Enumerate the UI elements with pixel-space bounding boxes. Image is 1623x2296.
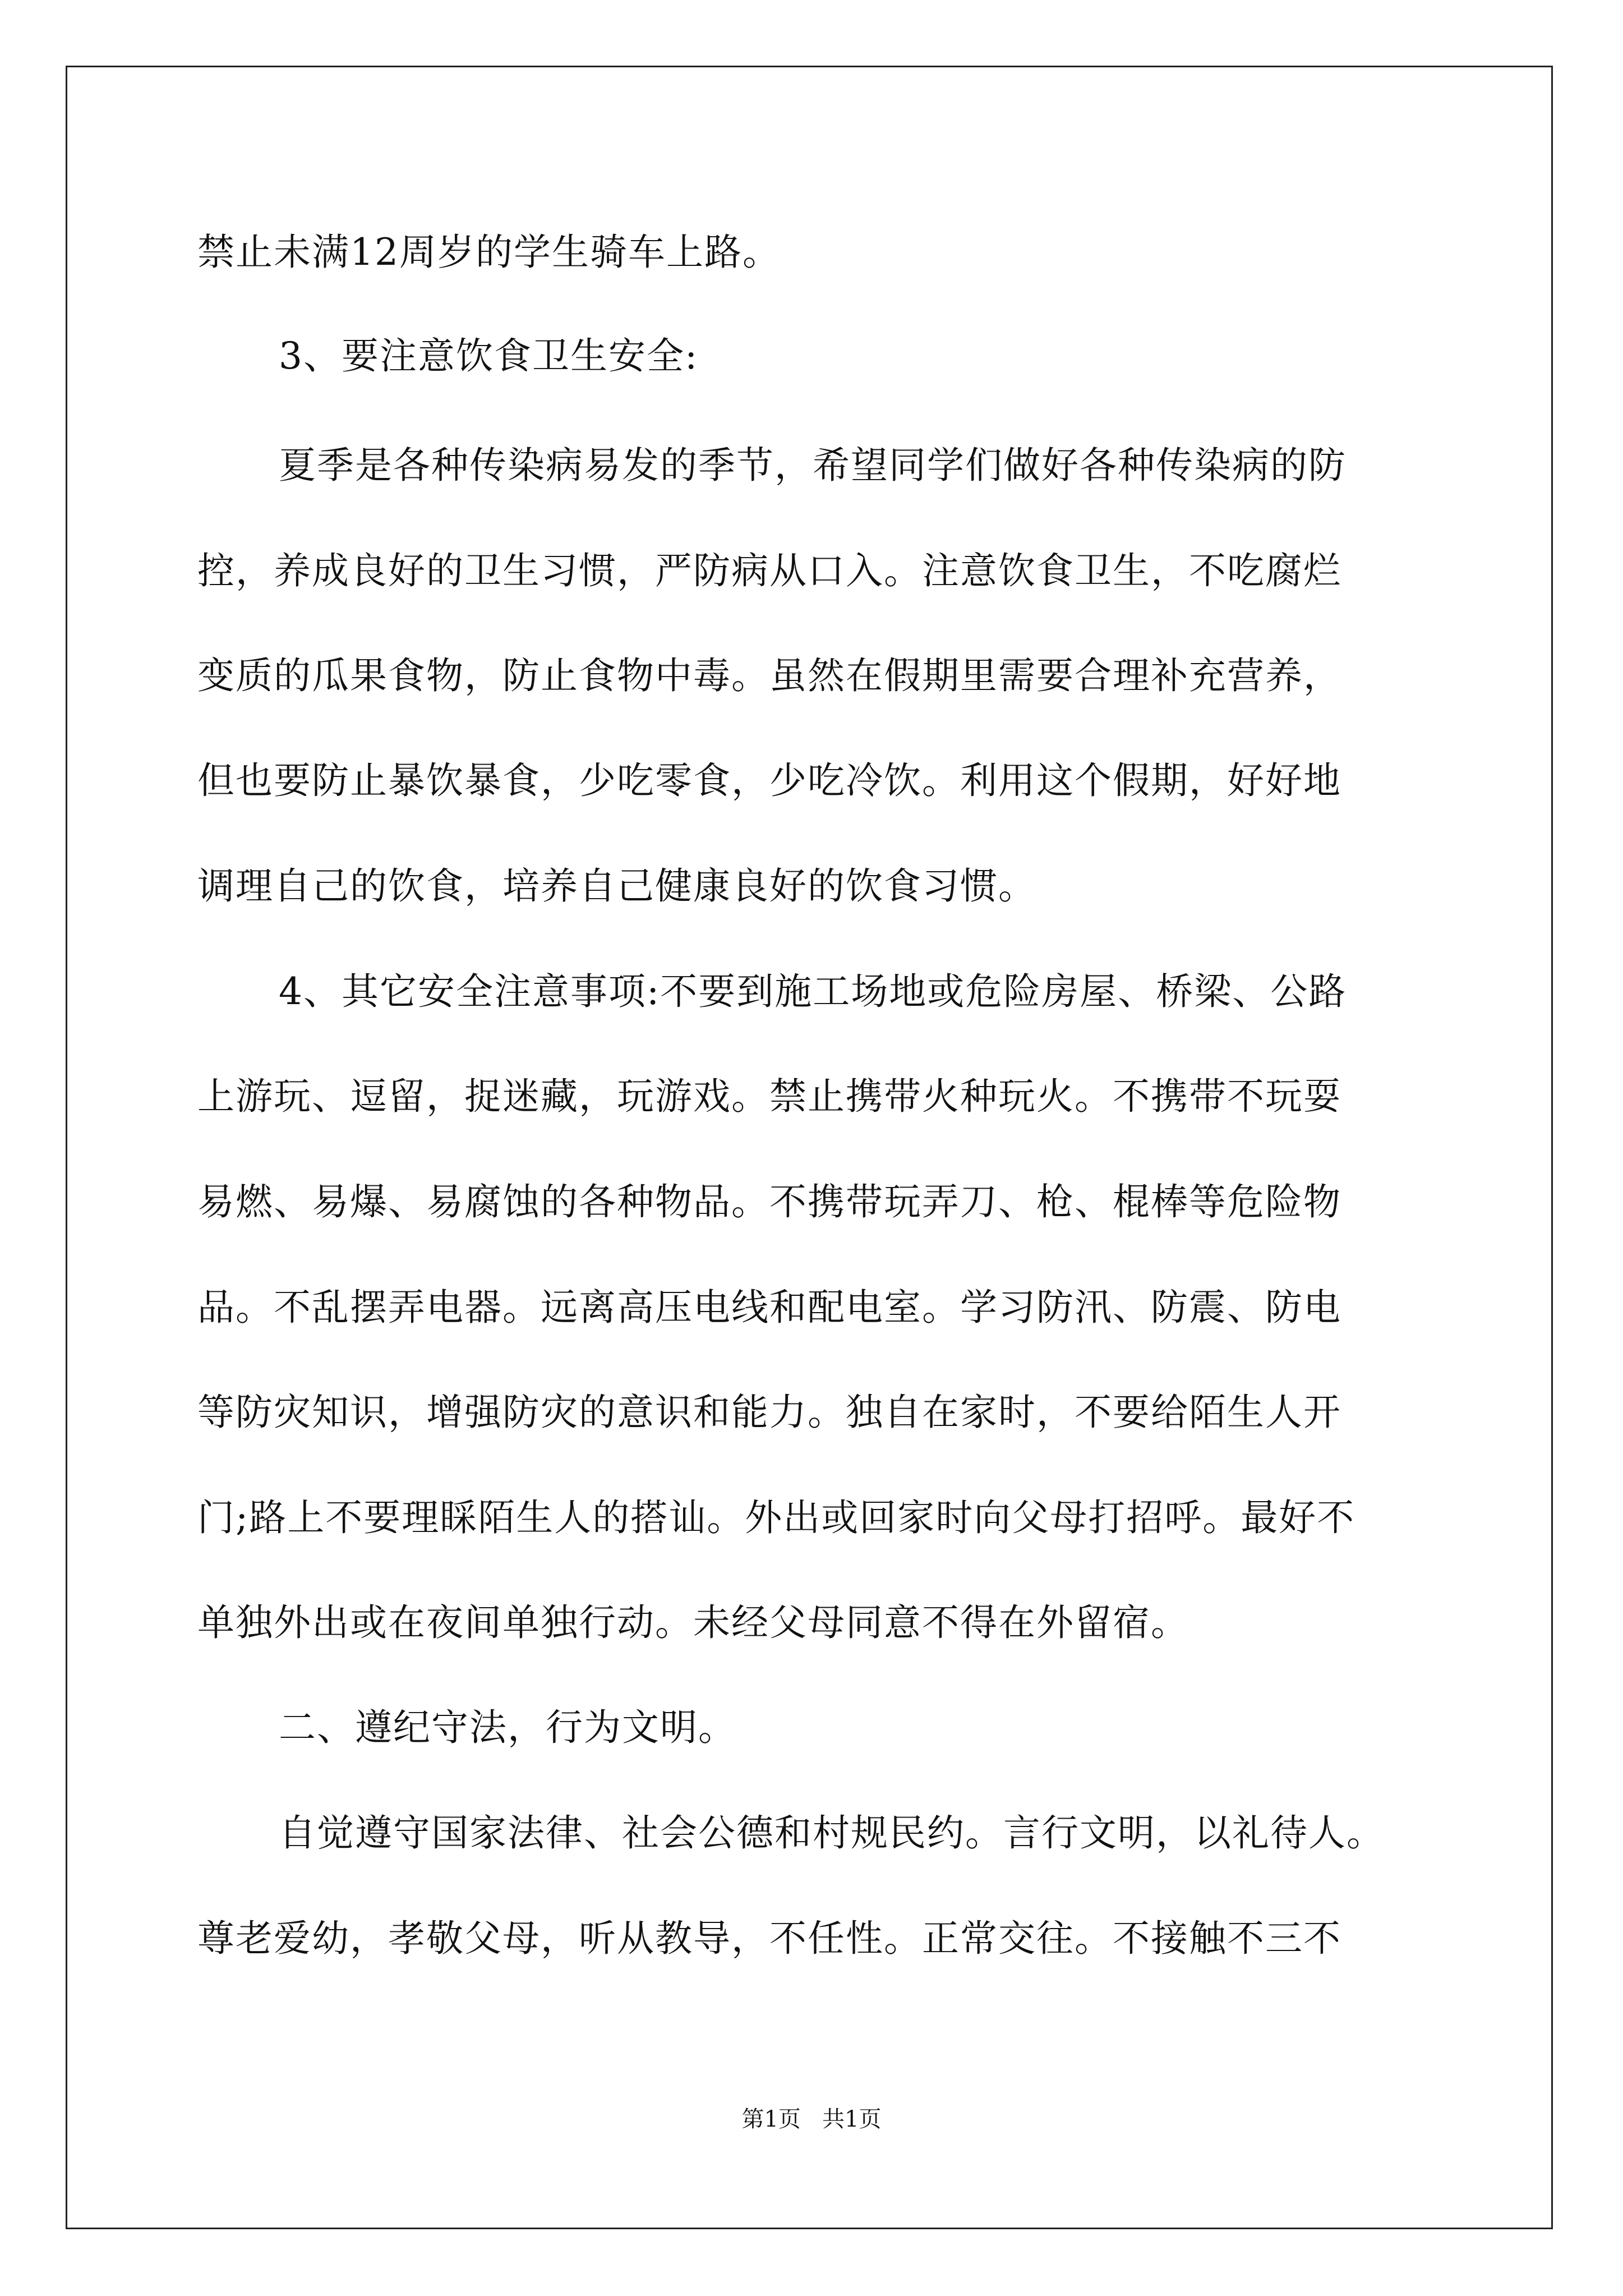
paragraph-line: 单独外出或在夜间单独行动。未经父母同意不得在外留宿。 (197, 1601, 1189, 1644)
paragraph-line: 4、其它安全注意事项:不要到施工场地或危险房屋、桥梁、公路 (279, 970, 1347, 1013)
section-heading: 3、要注意饮食卫生安全: (279, 334, 699, 378)
page-footer: 第1页 共1页 (741, 2106, 882, 2132)
paragraph-line: 易燃、易爆、易腐蚀的各种物品。不携带玩弄刀、枪、棍棒等危险物 (197, 1180, 1341, 1223)
paragraph-line: 上游玩、逗留，捉迷藏，玩游戏。禁止携带火种玩火。不携带不玩耍 (197, 1075, 1341, 1118)
paragraph-line: 品。不乱摆弄电器。远离高压电线和配电室。学习防汛、防震、防电 (197, 1286, 1341, 1329)
paragraph-line: 尊老爱幼，孝敬父母，听从教导，不任性。正常交往。不接触不三不 (197, 1917, 1341, 1960)
paragraph-line: 控，养成良好的卫生习惯，严防病从口入。注意饮食卫生，不吃腐烂 (197, 549, 1341, 592)
paragraph-line: 等防灾知识，增强防灾的意识和能力。独自在家时，不要给陌生人开 (197, 1391, 1341, 1434)
paragraph-line: 禁止未满12周岁的学生骑车上路。 (197, 231, 781, 274)
paragraph-line: 夏季是各种传染病易发的季节，希望同学们做好各种传染病的防 (279, 444, 1347, 487)
paragraph-line: 变质的瓜果食物，防止食物中毒。虽然在假期里需要合理补充营养， (197, 654, 1341, 697)
paragraph-line: 但也要防止暴饮暴食，少吃零食，少吃冷饮。利用这个假期，好好地 (197, 759, 1341, 802)
paragraph-line: 门;路上不要理睬陌生人的搭讪。外出或回家时向父母打招呼。最好不 (197, 1496, 1355, 1539)
paragraph-line: 自觉遵守国家法律、社会公德和村规民约。言行文明，以礼待人。 (279, 1811, 1385, 1855)
section-heading: 二、遵纪守法，行为文明。 (279, 1706, 736, 1749)
paragraph-line: 调理自己的饮食，培养自己健康良好的饮食习惯。 (197, 864, 1036, 908)
page-border (66, 66, 1553, 2229)
